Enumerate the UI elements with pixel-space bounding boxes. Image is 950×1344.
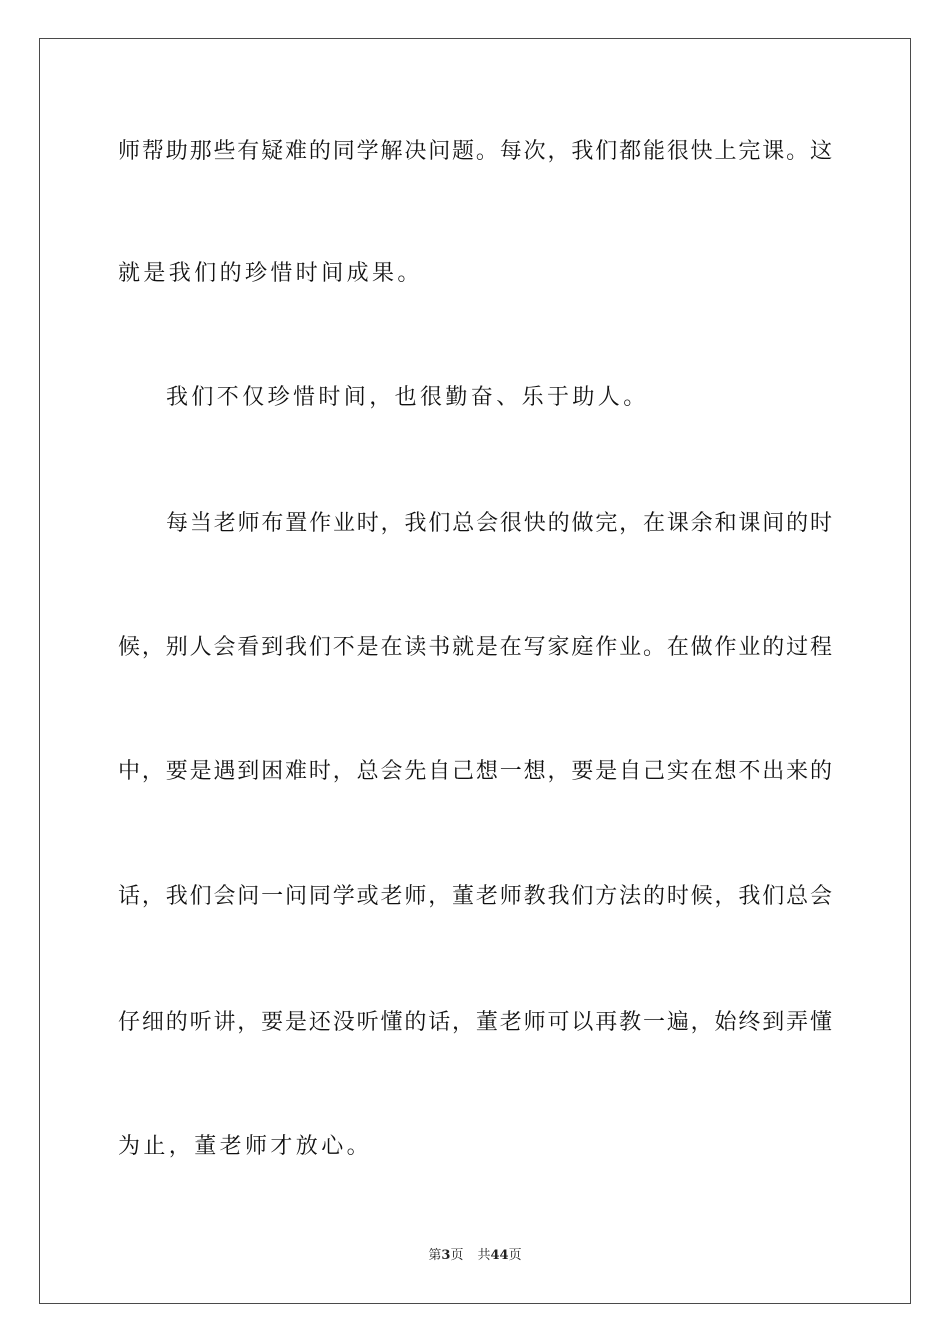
text-line-9: 为止，董老师才放心。 <box>118 1134 373 1159</box>
text-line-8: 仔细的听讲，要是还没听懂的话，董老师可以再教一遍，始终到弄懂 <box>118 1010 832 1035</box>
text-line-2: 就是我们的珍惜时间成果。 <box>118 261 423 286</box>
text-line-3: 我们不仅珍惜时间，也很勤奋、乐于助人。 <box>166 385 649 410</box>
text-line-6: 中，要是遇到困难时，总会先自己想一想，要是自己实在想不出来的 <box>118 759 832 784</box>
total-pages: 44 <box>490 1248 509 1263</box>
page-prefix: 第 <box>428 1248 442 1263</box>
total-prefix: 共 <box>477 1248 491 1263</box>
page-suffix: 页 <box>450 1248 464 1263</box>
text-line-4: 每当老师布置作业时，我们总会很快的做完，在课余和课间的时 <box>166 511 832 536</box>
text-line-1: 师帮助那些有疑难的同学解决问题。每次，我们都能很快上完课。这 <box>118 139 832 164</box>
text-line-5: 候，别人会看到我们不是在读书就是在写家庭作业。在做作业的过程 <box>118 635 832 660</box>
page-frame <box>39 38 911 1304</box>
page-number: 3 <box>441 1248 451 1263</box>
page-footer <box>0 1247 950 1265</box>
text-line-7: 话，我们会问一问同学或老师，董老师教我们方法的时候，我们总会 <box>118 884 832 909</box>
total-suffix: 页 <box>508 1248 522 1263</box>
